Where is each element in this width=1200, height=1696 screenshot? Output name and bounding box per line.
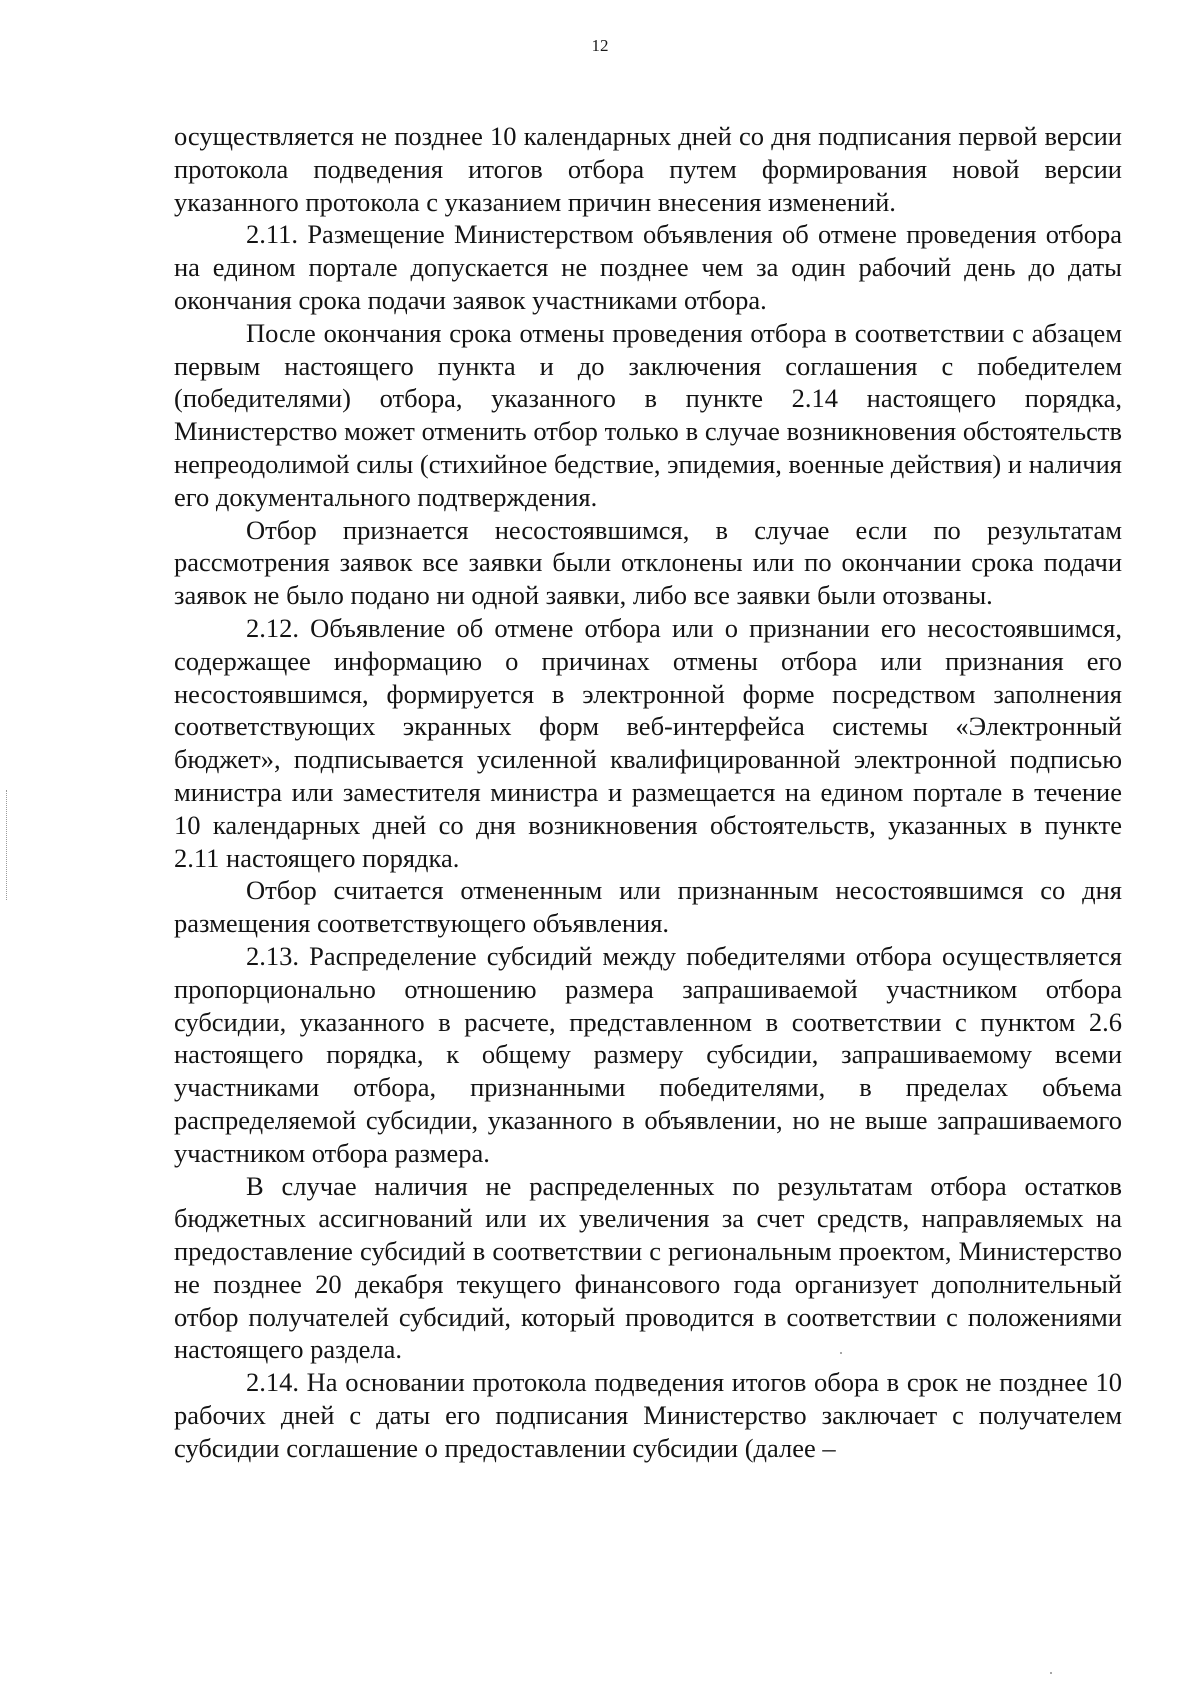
paragraph-additional-selection: В случае наличия не распределенных по результатам отбора остатков бюджетных ассигнований или их увеличения за счет средств, направляемых на предоставление субсидий в соответствии с региональным проектом, Министерство не позднее 20 декабря текущего финансового года организует дополнительный отбор получателей субсидий, который проводится в соответствии с положениями настоящего раздела. (174, 1170, 1122, 1365)
document-body (174, 120, 1122, 1465)
page-number: 12 (591, 36, 609, 55)
scan-speck (1050, 1672, 1052, 1674)
paragraph-2-12: 2.12. Объявление об отмене отбора или о признании его несостоявшимся, содержащее информацию о причинах отмены отбора или признания его несостоявшимся, формируется в электронной форме посредством заполнения соответствующих экранных форм веб-интерфейса системы «Электронный бюджет», подписывается усиленной квалифицированной электронной подписью министра или заместителя министра и размещается на едином портале в течение 10 календарных дней со дня возникновения обстоятельств, указанных в пункте 2.11 настоящего порядка. (174, 612, 1122, 873)
paragraph-2-11: 2.11. Размещение Министерством объявления об отмене проведения отбора на едином портале допускается не позднее чем за один рабочий день до даты окончания срока подачи заявок участниками отбора. (174, 219, 1122, 315)
paragraph-cancellation-conditions: После окончания срока отмены проведения отбора в соответствии с абзацем первым настоящего пункта и до заключения соглашения с победителем (победителями) отбора, указанного в пункте 2.14 настоящего порядка, Министерство может отменить отбор только в случае возникновения обстоятельств непреодолимой силы (стихийное бедствие, эпидемия, военные действия) и наличия его документального подтверждения. (174, 317, 1122, 512)
paragraph-continuation: осуществляется не позднее 10 календарных дней со дня подписания первой версии протокола подведения итогов отбора путем формирования новой версии указанного протокола с указанием причин внесения изменений. (174, 121, 1122, 217)
paragraph-failed-selection: Отбор признается несостоявшимся, в случае если по результатам рассмотрения заявок все заявки были отклонены или по окончании срока подачи заявок не было подано ни одной заявки, либо все заявки были отозваны. (174, 514, 1122, 611)
scan-margin-mark (6, 790, 9, 900)
paragraph-2-13: 2.13. Распределение субсидий между победителями отбора осуществляется пропорционально отношению размера запрашиваемой участником отбора субсидии, указанного в расчете, представленном в соответствии с пунктом 2.6 настоящего порядка, к общему размеру субсидии, запрашиваемому всеми участниками отбора, признанными победителями, в пределах объема распределяемой субсидии, указанного в объявлении, но не выше запрашиваемого участником отбора размера. (174, 940, 1122, 1168)
paragraph-cancellation-effective: Отбор считается отмененным или признанным несостоявшимся со дня размещения соответствующего объявления. (174, 875, 1122, 939)
paragraph-2-14: 2.14. На основании протокола подведения итогов обора в срок не позднее 10 рабочих дней с даты его подписания Министерство заключает с получателем субсидии соглашение о предоставлении субсидии (далее – (174, 1367, 1122, 1463)
